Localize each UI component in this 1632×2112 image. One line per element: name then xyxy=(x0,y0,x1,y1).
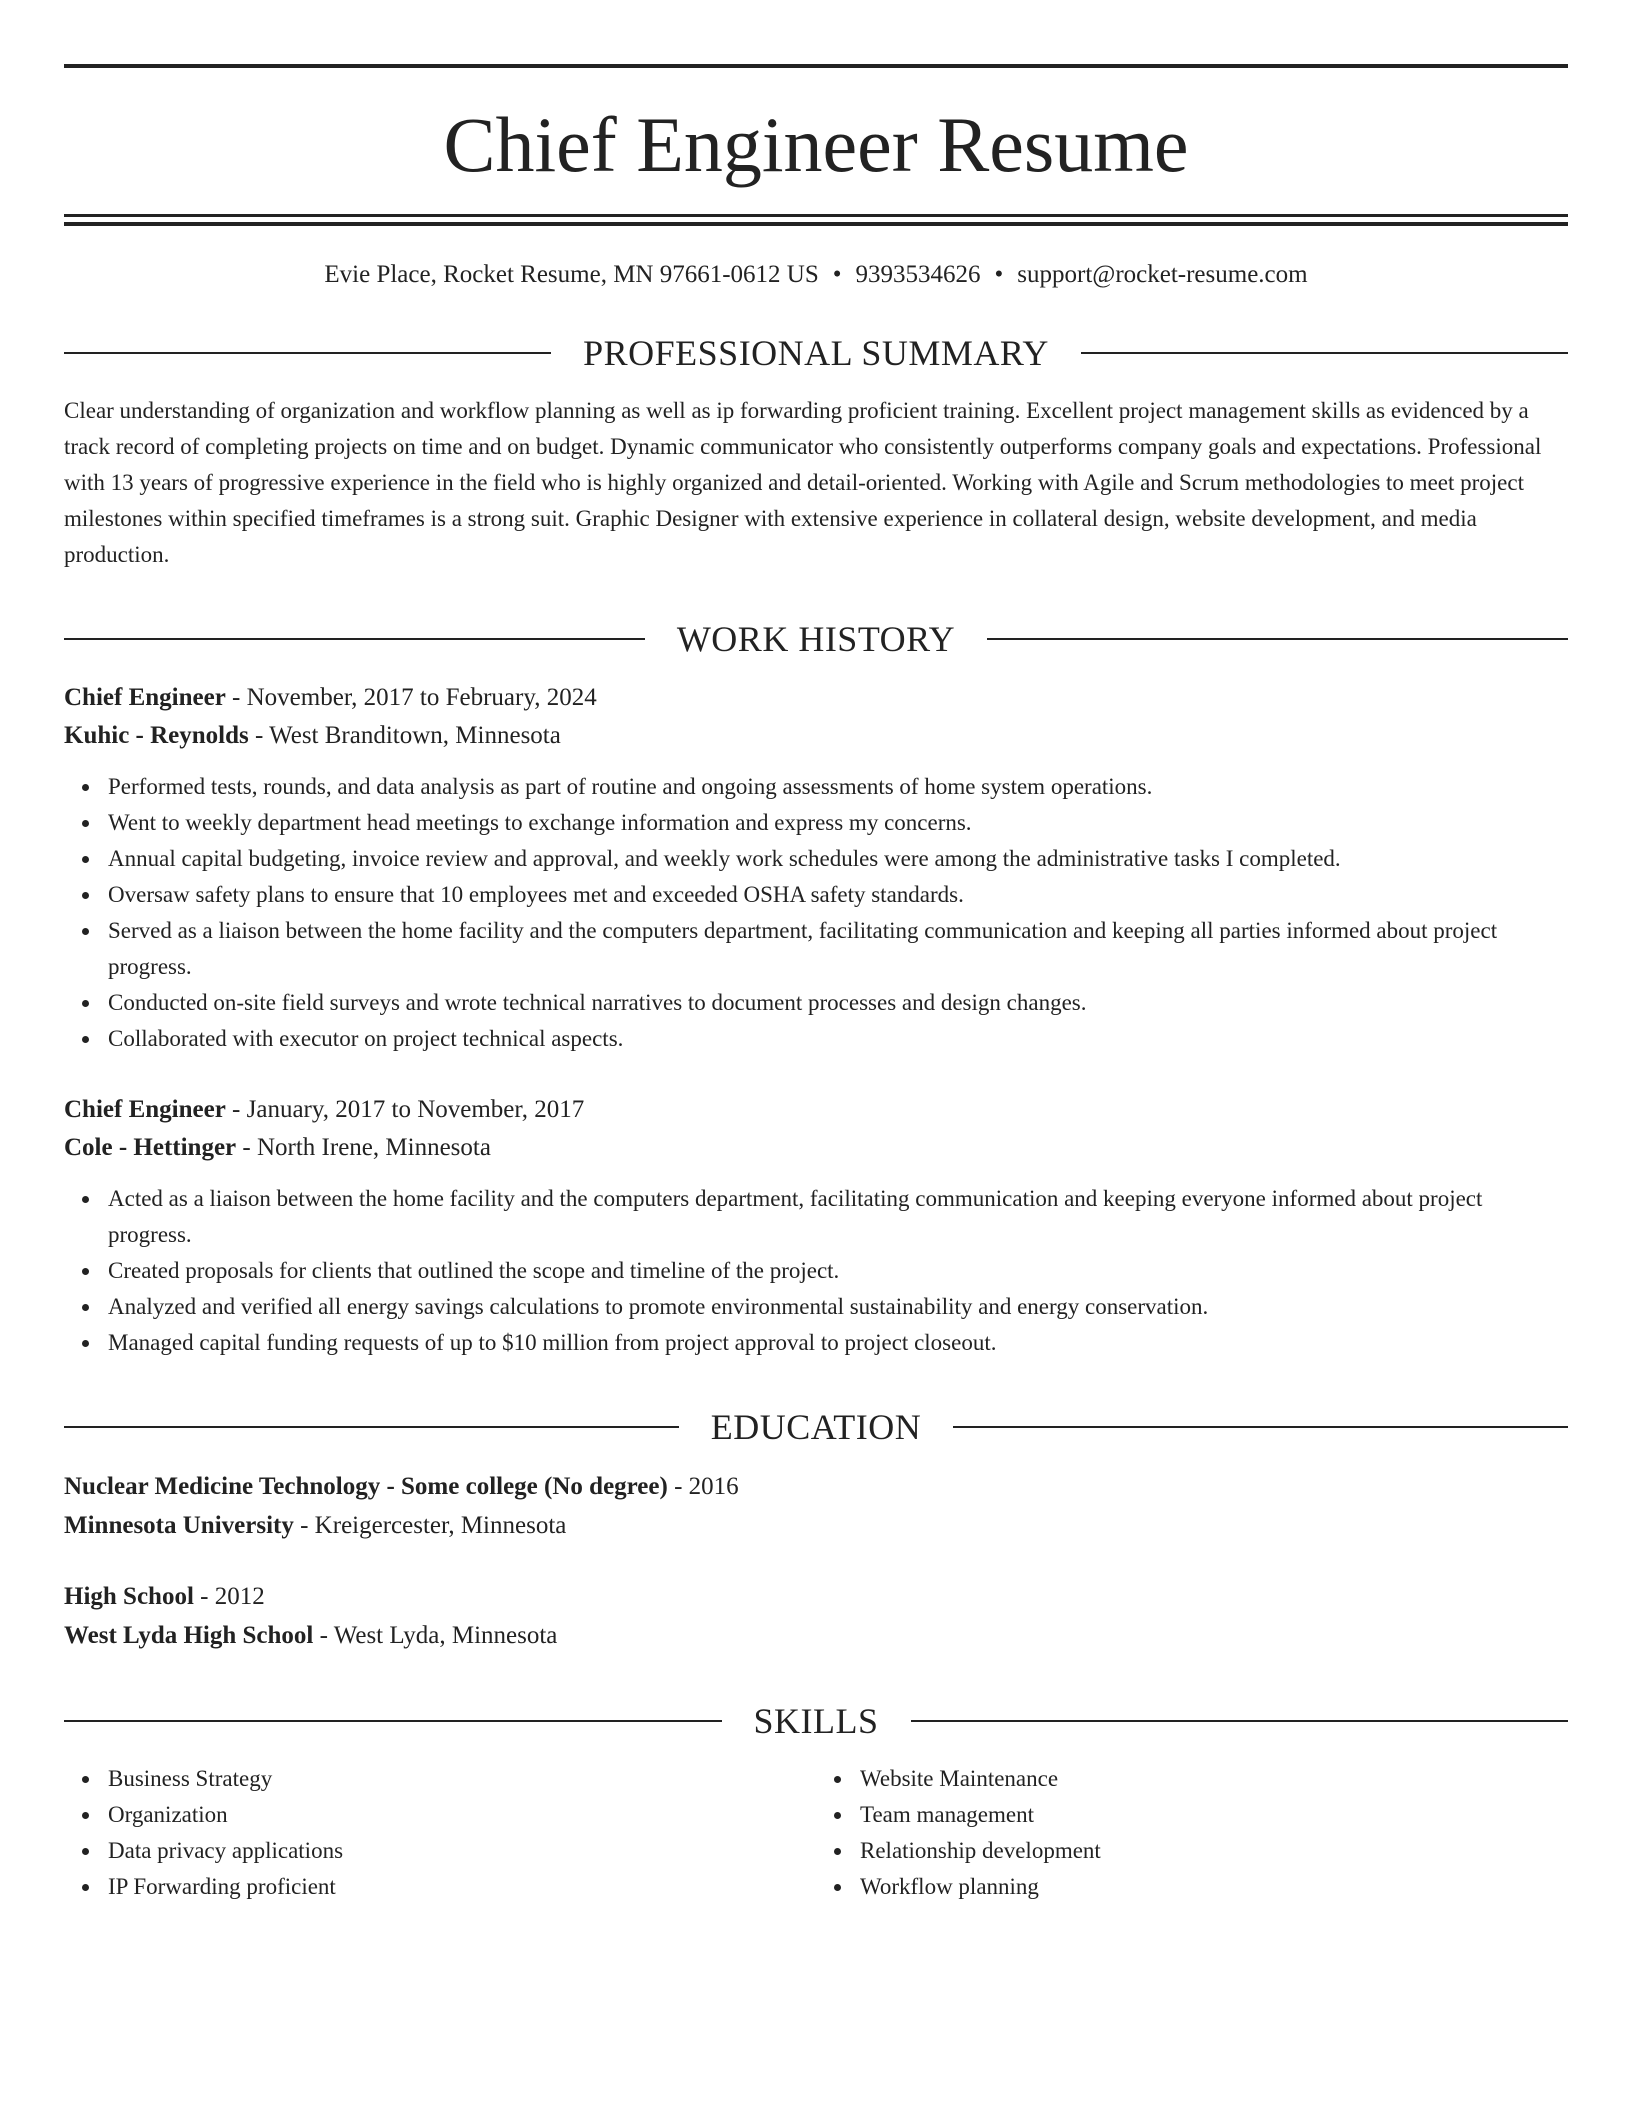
top-rule xyxy=(64,64,1568,68)
education-school: West Lyda High School xyxy=(64,1622,314,1649)
section-header-skills xyxy=(64,1703,1568,1739)
job-company: Kuhic - Reynolds xyxy=(64,722,249,749)
skill-item: Business Strategy xyxy=(108,1761,816,1797)
job-bullet-item: Performed tests, rounds, and data analysis as part of routine and ongoing assessments of home system operations. xyxy=(108,769,1568,805)
skill-item: Team management xyxy=(860,1797,1568,1833)
section-title-skills: SKILLS xyxy=(753,1701,879,1741)
education-degree: Nuclear Medicine Technology - Some college (No degree) xyxy=(64,1473,668,1500)
section-divider xyxy=(953,1426,1568,1428)
job-title-line xyxy=(64,679,1568,717)
job-entry xyxy=(64,679,1568,1057)
section-divider xyxy=(64,1426,679,1428)
skill-item: Workflow planning xyxy=(860,1869,1568,1905)
job-bullet-item: Analyzed and verified all energy savings calculations to promote environmental sustainability and energy conservation. xyxy=(108,1289,1568,1325)
skills-column-left xyxy=(64,1761,816,1905)
education-entry xyxy=(64,1577,1568,1655)
education-year: - 2012 xyxy=(193,1583,265,1610)
education-degree: High School xyxy=(64,1583,194,1610)
job-company: Cole - Hettinger xyxy=(64,1134,237,1161)
work-history-list xyxy=(64,679,1568,1361)
section-header-work xyxy=(64,621,1568,657)
title-double-rule xyxy=(64,214,1568,226)
section-title-work: WORK HISTORY xyxy=(676,619,956,659)
education-entry xyxy=(64,1467,1568,1545)
education-school: Minnesota University xyxy=(64,1512,294,1539)
skill-item: Relationship development xyxy=(860,1833,1568,1869)
section-divider xyxy=(64,638,645,640)
contact-separator: • xyxy=(832,261,842,288)
job-company-line xyxy=(64,717,1568,755)
section-header-education xyxy=(64,1409,1568,1445)
job-bullet-item: Created proposals for clients that outlined the scope and timeline of the project. xyxy=(108,1253,1568,1289)
education-degree-line xyxy=(64,1577,1568,1616)
section-divider xyxy=(911,1720,1569,1722)
job-title: Chief Engineer xyxy=(64,684,226,711)
skills-grid xyxy=(64,1761,1568,1905)
job-bullet-item: Managed capital funding requests of up to $10 million from project approval to project closeout. xyxy=(108,1325,1568,1361)
job-bullets xyxy=(64,1181,1568,1361)
education-school-line xyxy=(64,1506,1568,1545)
skills-column-right xyxy=(816,1761,1568,1905)
skill-item: IP Forwarding proficient xyxy=(108,1869,816,1905)
education-location: - West Lyda, Minnesota xyxy=(313,1622,558,1649)
job-bullet-item: Oversaw safety plans to ensure that 10 employees met and exceeded OSHA safety standards. xyxy=(108,877,1568,913)
skill-item: Website Maintenance xyxy=(860,1761,1568,1797)
job-entry xyxy=(64,1091,1568,1361)
job-bullet-item: Collaborated with executor on project technical aspects. xyxy=(108,1021,1568,1057)
education-year: - 2016 xyxy=(667,1473,739,1500)
contact-email: support@rocket-resume.com xyxy=(1017,261,1308,288)
job-bullet-item: Conducted on-site field surveys and wrote technical narratives to document processes and design changes. xyxy=(108,985,1568,1021)
job-bullet-item: Annual capital budgeting, invoice review and approval, and weekly work schedules were among the administrative tasks I completed. xyxy=(108,841,1568,877)
summary-paragraph: Clear understanding of organization and workflow planning as well as ip forwarding proficient training. Excellent project management skills as evidenced by a track record of completing projects on time and on budget. Dynamic communicator who consistently outperforms company goals and expectations. Professional with 13 years of progressive experience in the field who is highly organized and detail-oriented. Working with Agile and Scrum methodologies to meet project milestones within specified timeframes is a strong suit. Graphic Designer with extensive experience in collateral design, website development, and media production. xyxy=(64,398,1542,567)
education-degree-line xyxy=(64,1467,1568,1506)
section-header-summary xyxy=(64,335,1568,371)
job-dates: - November, 2017 to February, 2024 xyxy=(225,684,597,711)
education-list xyxy=(64,1467,1568,1655)
job-location: - West Branditown, Minnesota xyxy=(248,722,561,749)
job-location: - North Irene, Minnesota xyxy=(236,1134,491,1161)
job-company-line xyxy=(64,1129,1568,1167)
section-divider xyxy=(64,1720,722,1722)
skill-item: Data privacy applications xyxy=(108,1833,816,1869)
contact-phone: 9393534626 xyxy=(855,261,981,288)
section-divider xyxy=(987,638,1568,640)
contact-line xyxy=(64,262,1568,287)
resume-title: Chief Engineer Resume xyxy=(443,101,1189,188)
education-location: - Kreigercester, Minnesota xyxy=(293,1512,567,1539)
contact-separator: • xyxy=(994,261,1004,288)
job-title-line xyxy=(64,1091,1568,1129)
section-title-education: EDUCATION xyxy=(710,1407,922,1447)
job-bullets xyxy=(64,769,1568,1057)
skill-item: Organization xyxy=(108,1797,816,1833)
section-divider xyxy=(64,352,551,354)
job-dates: - January, 2017 to November, 2017 xyxy=(225,1096,585,1123)
contact-address: Evie Place, Rocket Resume, MN 97661-0612 US xyxy=(324,261,819,288)
job-bullet-item: Acted as a liaison between the home facility and the computers department, facilitating communication and keeping everyone informed about project progress. xyxy=(108,1181,1568,1253)
education-school-line xyxy=(64,1616,1568,1655)
job-bullet-item: Served as a liaison between the home facility and the computers department, facilitating communication and keeping all parties informed about project progress. xyxy=(108,913,1568,985)
job-title: Chief Engineer xyxy=(64,1096,226,1123)
section-title-summary: PROFESSIONAL SUMMARY xyxy=(583,333,1049,373)
job-bullet-item: Went to weekly department head meetings to exchange information and express my concerns. xyxy=(108,805,1568,841)
section-divider xyxy=(1081,352,1568,354)
